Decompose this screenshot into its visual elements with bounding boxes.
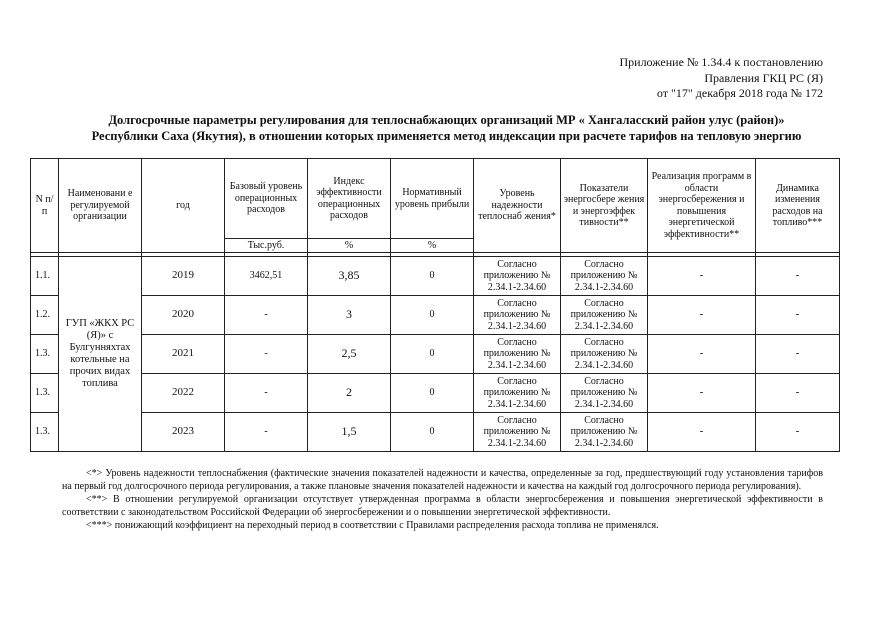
- header-org: Наименовани е регулируемой организации: [59, 159, 142, 253]
- unit-index: %: [308, 239, 391, 253]
- row-index: 3: [308, 296, 391, 335]
- row-reliability: Согласно приложению № 2.34.1-2.34.60: [474, 257, 561, 296]
- row-programs: -: [648, 257, 756, 296]
- unit-base: Тыс.руб.: [225, 239, 308, 253]
- row-profit: 0: [391, 257, 474, 296]
- row-programs: -: [648, 335, 756, 374]
- row-year: 2020: [142, 296, 225, 335]
- row-index: 3,85: [308, 257, 391, 296]
- row-num: 1.3.: [31, 374, 59, 413]
- row-base: -: [225, 296, 308, 335]
- row-index: 2,5: [308, 335, 391, 374]
- appendix-line-1: Приложение № 1.34.4 к постановлению: [619, 55, 823, 69]
- row-num: 1.2.: [31, 296, 59, 335]
- appendix-line-3: от "17" декабря 2018 года № 172: [656, 86, 823, 100]
- row-profit: 0: [391, 413, 474, 452]
- row-energy: Согласно приложению № 2.34.1-2.34.60: [561, 413, 648, 452]
- row-dynamics: -: [756, 296, 840, 335]
- row-profit: 0: [391, 296, 474, 335]
- row-reliability: Согласно приложению № 2.34.1-2.34.60: [474, 374, 561, 413]
- row-programs: -: [648, 413, 756, 452]
- table-row: [31, 374, 840, 413]
- header-base: Базовый уровень операционных расходов: [225, 159, 308, 239]
- table-row: [31, 335, 840, 374]
- footnote-reliability: <*> Уровень надежности теплоснабжения (фактические значения показателей надежности и качества, определенные за год, предшествующий году установления тарифов на первый год долгосрочного периода регулирования, а также плановые значения показателей надежности и качества на каждый год долгосрочного периода регулирования).: [62, 468, 823, 492]
- header-reliability: Уровень надежности теплоснаб жения*: [474, 159, 561, 253]
- header-energy: Показатели энергосбере жения и энергоэффек тивности**: [561, 159, 648, 253]
- row-energy: Согласно приложению № 2.34.1-2.34.60: [561, 296, 648, 335]
- row-reliability: Согласно приложению № 2.34.1-2.34.60: [474, 296, 561, 335]
- org-name: ГУП «ЖКХ РС (Я)» с Булгунняхтах котельные на прочих видах топлива: [59, 257, 142, 452]
- row-profit: 0: [391, 374, 474, 413]
- row-dynamics: -: [756, 374, 840, 413]
- row-profit: 0: [391, 335, 474, 374]
- table-header-row: [31, 159, 840, 239]
- row-dynamics: -: [756, 335, 840, 374]
- header-programs: Реализация программ в области энергосбережения и повышения энергетической эффективности**: [648, 159, 756, 253]
- row-num: 1.1.: [31, 257, 59, 296]
- footnotes: [62, 467, 823, 532]
- row-num: 1.3.: [31, 413, 59, 452]
- row-energy: Согласно приложению № 2.34.1-2.34.60: [561, 335, 648, 374]
- unit-profit: %: [391, 239, 474, 253]
- table-row: [31, 296, 840, 335]
- header-num: N п/п: [31, 159, 59, 253]
- footnote-energy-program: <**> В отношении регулируемой организации отсутствует утвержденная программа в области энергосбережения и повышения энергетической эффективности в соответствии с законодательством Российской Федерации об энергосбережении и о повышении энергетической эффективности.: [62, 494, 823, 518]
- row-dynamics: -: [756, 257, 840, 296]
- row-energy: Согласно приложению № 2.34.1-2.34.60: [561, 257, 648, 296]
- header-index: Индекс эффективности операционных расходов: [308, 159, 391, 239]
- row-index: 2: [308, 374, 391, 413]
- footnote-fuel-coefficient: <***> понижающий коэффициент на переходный период в соответствии с Правилами распределения расхода топлива не применялся.: [86, 520, 659, 531]
- row-reliability: Согласно приложению № 2.34.1-2.34.60: [474, 413, 561, 452]
- row-base: 3462,51: [225, 257, 308, 296]
- row-dynamics: -: [756, 413, 840, 452]
- row-base: -: [225, 374, 308, 413]
- row-year: 2021: [142, 335, 225, 374]
- table-row: [31, 413, 840, 452]
- row-base: -: [225, 335, 308, 374]
- parameters-table: [30, 158, 840, 452]
- row-year: 2019: [142, 257, 225, 296]
- row-reliability: Согласно приложению № 2.34.1-2.34.60: [474, 335, 561, 374]
- row-num: 1.3.: [31, 335, 59, 374]
- appendix-reference: [560, 55, 823, 102]
- row-base: -: [225, 413, 308, 452]
- row-year: 2022: [142, 374, 225, 413]
- row-index: 1,5: [308, 413, 391, 452]
- row-energy: Согласно приложению № 2.34.1-2.34.60: [561, 374, 648, 413]
- header-profit: Нормативный уровень прибыли: [391, 159, 474, 239]
- appendix-line-2: Правления ГКЦ РС (Я): [704, 70, 823, 85]
- document-title: Долгосрочные параметры регулирования для теплоснабжающих организаций МР « Хангаласский район улус (район)» Республики Саха (Якутия), в отношении которых применяется метод индексации при расчете тарифов на тепловую энергию: [91, 113, 802, 143]
- header-year: год: [142, 159, 225, 253]
- row-year: 2023: [142, 413, 225, 452]
- row-programs: -: [648, 374, 756, 413]
- row-programs: -: [648, 296, 756, 335]
- header-dynamics: Динамика изменения расходов на топливо***: [756, 159, 840, 253]
- table-row: [31, 257, 840, 296]
